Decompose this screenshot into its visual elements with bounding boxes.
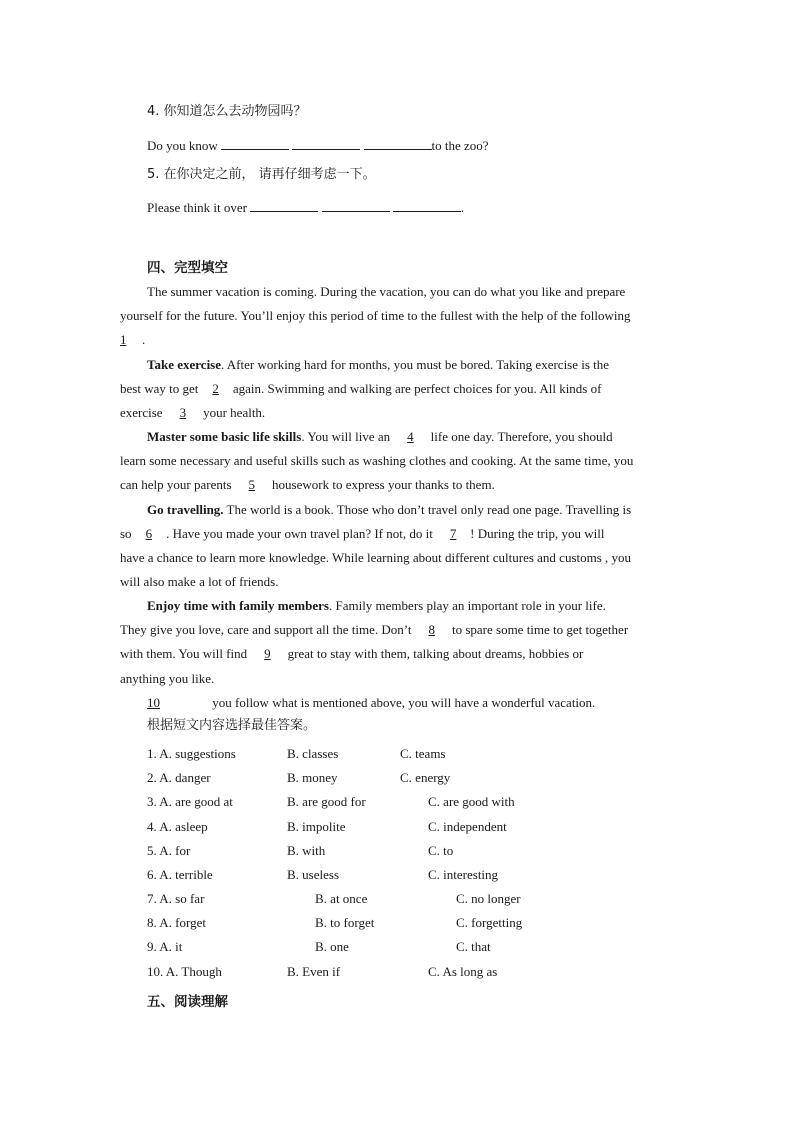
answer-blank[interactable] [322,198,390,212]
q4-chinese: 4. 你知道怎么去动物园吗？ [147,104,307,119]
passage-line [120,646,583,662]
subheading: Enjoy time with family members [147,598,329,613]
passage-text: great to stay with them, talking about dreams, hobbies or [287,646,584,661]
passage-line [120,526,604,542]
passage-text: again. Swimming and walking are perfect choices for you. All kinds of [232,381,602,396]
option-a[interactable]: 5. A. for [147,843,191,858]
blank-number[interactable]: 1 [120,332,127,347]
passage-text: They give you love, care and support all the time. Don’t [120,622,412,637]
option-a[interactable]: 1. A. suggestions [147,746,236,761]
option-a[interactable]: 3. A. are good at [147,794,233,809]
passage-text: . Have you made your own travel plan? If not, do it [166,526,433,541]
option-c[interactable]: C. forgetting [456,915,523,930]
answer-blank[interactable] [250,198,318,212]
blank-number[interactable]: 6 [145,526,153,541]
blank-number[interactable]: 4 [407,429,414,444]
subheading: Take exercise [147,357,222,372]
option-c[interactable]: C. As long as [428,964,498,979]
blank-number[interactable]: 10 [147,695,160,710]
answer-blank[interactable] [364,136,432,150]
option-c[interactable]: C. no longer [456,891,521,906]
passage-line: anything you like. [120,671,215,686]
passage-text: . You will live an [301,429,391,444]
passage-text: best way to get [120,381,199,396]
passage-text: so [120,526,132,541]
passage-text: housework to express your thanks to them. [272,477,495,492]
passage-line [120,405,265,421]
passage-text: . [142,332,146,347]
q4-english [147,136,489,154]
option-c[interactable]: C. are good with [428,794,515,809]
passage-text: to spare some time to get together [451,622,629,637]
option-b[interactable]: B. with [287,843,326,858]
passage-text: your health. [203,405,266,420]
passage-line: yourself for the future. You’ll enjoy this period of time to the fullest with the help of the following [120,308,631,323]
section4-heading: 四、完型填空 [147,260,228,276]
passage-line [147,502,631,518]
option-c[interactable]: C. energy [400,770,451,785]
passage-line [120,381,601,397]
option-c[interactable]: C. that [456,939,491,954]
option-a[interactable]: 2. A. danger [147,770,211,785]
blank-number[interactable]: 2 [212,381,219,396]
blank-number[interactable]: 7 [449,526,457,541]
passage-text: you follow what is mentioned above, you will have a wonderful vacation. [212,695,596,710]
blank-number[interactable]: 8 [428,622,435,637]
option-a[interactable]: 6. A. terrible [147,867,213,882]
option-c[interactable]: C. independent [428,819,507,834]
subheading: Master some basic life skills [147,429,302,444]
passage-line: will also make a lot of friends. [120,574,279,589]
q5-chinese: 5. 在你决定之前， 请再仔细考虑一下。 [147,167,376,182]
option-c[interactable]: C. teams [400,746,446,761]
blank-number[interactable]: 9 [264,646,271,661]
passage-text: . After working hard for months, you must be bored. Taking exercise is the [221,357,610,372]
q4-suffix: to the zoo? [431,138,489,153]
option-a[interactable]: 9. A. it [147,939,183,954]
passage-line [120,622,628,638]
passage-line: The summer vacation is coming. During the vacation, you can do what you like and prepare [147,284,626,299]
passage-line [120,477,495,493]
blank-number[interactable]: 5 [248,477,256,492]
option-c[interactable]: C. interesting [428,867,499,882]
option-b[interactable]: B. money [287,770,338,785]
passage-text: with them. You will find [120,646,248,661]
option-c[interactable]: C. to [428,843,454,858]
answer-blank[interactable] [221,136,289,150]
blank-number[interactable]: 3 [179,405,187,420]
q5-prefix: Please think it over [147,200,248,215]
answer-blank[interactable] [393,198,461,212]
passage-line [147,695,595,711]
q5-suffix: . [460,200,465,215]
option-a[interactable]: 8. A. forget [147,915,206,930]
subheading: Go travelling. [147,502,224,517]
option-a[interactable]: 4. A. asleep [147,819,208,834]
passage-line [147,429,613,445]
passage-text: can help your parents [120,477,232,492]
option-b[interactable]: B. one [315,939,349,954]
passage-line: have a chance to learn more knowledge. While learning about different cultures and customs , you [120,550,632,565]
passage-text: ! During the trip, you will [470,526,605,541]
passage-line [120,332,145,348]
passage-line [147,598,606,614]
q5-english [147,198,464,216]
section5-heading: 五、阅读理解 [147,994,228,1010]
option-b[interactable]: B. classes [287,746,339,761]
q4-prefix: Do you know [147,138,218,153]
passage-line [147,357,609,373]
option-b[interactable]: B. at once [315,891,368,906]
passage-text: life one day. Therefore, you should [430,429,613,444]
passage-text: exercise [120,405,163,420]
answer-blank[interactable] [292,136,360,150]
option-b[interactable]: B. to forget [315,915,375,930]
passage-text: The world is a book. Those who don’t travel only read one page. Travelling is [223,502,632,517]
option-b[interactable]: B. impolite [287,819,346,834]
option-a[interactable]: 7. A. so far [147,891,205,906]
passage-line: learn some necessary and useful skills such as washing clothes and cooking. At the same time, you [120,453,634,468]
option-a[interactable]: 10. A. Though [147,964,222,979]
instruction: 根据短文内容选择最佳答案。 [147,718,317,733]
option-b[interactable]: B. useless [287,867,339,882]
option-b[interactable]: B. are good for [287,794,366,809]
option-b[interactable]: B. Even if [287,964,341,979]
passage-text: . Family members play an important role in your life. [328,598,606,613]
